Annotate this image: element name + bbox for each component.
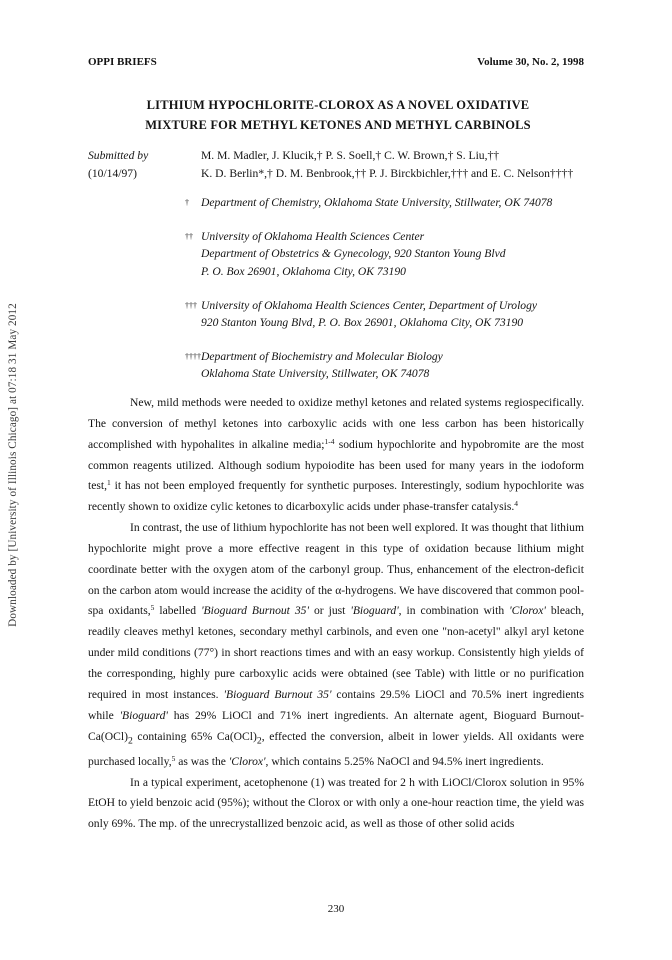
affiliation-line: P. O. Box 26901, Oklahoma City, OK 73190 xyxy=(201,264,406,278)
affiliation-1 xyxy=(185,194,552,211)
product-name: 'Clorox' xyxy=(509,604,546,618)
affiliation-mark: †† xyxy=(185,232,193,241)
affiliation-mark: † xyxy=(185,198,189,207)
citation: 4 xyxy=(514,499,518,509)
product-name: 'Bioguard Burnout 35' xyxy=(223,687,332,701)
product-name: 'Bioguard Burnout 35' xyxy=(201,604,309,618)
paragraph-3: In a typical experiment, acetophenone (1) was treated for 2 h with LiOCl/Clorox solution in 95% EtOH to yield benzoic acid (95%); without the Clorox or with only a one-hour reaction time, the yield was only 69%. The mp. of the unrecrystallized benzoic acid, as well as those of other solid acids xyxy=(88,775,584,831)
text-run: as was the xyxy=(175,754,229,768)
text-run: bleach, readily cleaves methyl ketones, secondary methyl carbinols, and even one "non-acetyl" alkyl aryl ketone under mild conditions (77°) in short reactions times and with an easy workup. Consistently high yields of the corresponding, highly pure carboxylic acids were obtained (see Table) with little or no purification required in most instances. xyxy=(88,604,584,701)
affiliation-mark: †††† xyxy=(185,352,201,361)
affiliation-line: 920 Stanton Young Blvd, P. O. Box 26901, Oklahoma City, OK 73190 xyxy=(201,316,524,330)
citation: 5 xyxy=(150,603,155,613)
affiliation-line: University of Oklahoma Health Sciences Center, Department of Urology xyxy=(201,299,538,312)
download-watermark xyxy=(6,230,20,700)
download-note: Downloaded by [University of Illinois Chicago] at 07:18 31 May 2012 xyxy=(7,303,19,627)
product-name: 'Bioguard' xyxy=(119,708,168,722)
text-run: , in combination with xyxy=(398,604,510,618)
citation: 1 xyxy=(107,478,111,488)
affiliation-line: Oklahoma State University, Stillwater, OK 74078 xyxy=(201,367,430,381)
article-body xyxy=(88,393,584,835)
text-run: , which contains 5.25% NaOCl and 94.5% inert ingredients. xyxy=(265,754,544,768)
text-run: In contrast, the use of lithium hypochlorite has not been well explored. It was thought that lithium hypochlorite might prove a more effective reagent in this type of oxidation because lithium might coordinate better with the oxygen atom of the carbonyl group. Thus, enhancement of the electron-deficit on the carbon atom would increase the acidity of the α-hydrogens. We have discovered that common pool-spa oxidants, xyxy=(88,521,584,618)
text-run: , effected the conversion, albeit in lower yields. All oxidants were purchased locally, xyxy=(88,729,584,768)
volume-header: Volume 30, No. 2, 1998 xyxy=(477,56,584,68)
text-run: contains 29.5% LiOCl and 70.5% inert ingredients while xyxy=(88,687,584,722)
affiliation-line: University of Oklahoma Health Sciences Center xyxy=(201,230,425,243)
submission-date: (10/14/97) xyxy=(88,167,137,180)
affiliation-4 xyxy=(185,348,443,383)
author-list xyxy=(201,147,573,183)
subscript: 2 xyxy=(256,734,262,746)
author-line-2: K. D. Berlin*,† D. M. Benbrook,†† P. J. Birckbichler,††† and E. C. Nelson†††† xyxy=(201,167,574,180)
affiliation-line: Department of Chemistry, Oklahoma State University, Stillwater, OK 74078 xyxy=(201,196,553,209)
text-run: containing 65% Ca(OCl) xyxy=(132,729,257,743)
title-line-1: LITHIUM HYPOCHLORITE-CLOROX AS A NOVEL OXIDATIVE xyxy=(146,98,530,112)
affiliation-mark: ††† xyxy=(185,301,197,310)
paragraph-2 xyxy=(88,518,584,772)
journal-header: OPPI BRIEFS xyxy=(88,56,157,68)
text-run: or just xyxy=(308,604,351,618)
text-run: New, mild methods were needed to oxidize methyl ketones and related systems regiospecifically. The conversion of methyl ketones into carboxylic acids with one less carbon has been historically accomplished with hypohalites in alkaline media; xyxy=(88,396,584,451)
paragraph-1 xyxy=(88,393,584,518)
text-run: labelled xyxy=(154,604,202,618)
title-line-2: MIXTURE FOR METHYL KETONES AND METHYL CARBINOLS xyxy=(145,118,531,132)
affiliation-line: Department of Obstetrics & Gynecology, 920 Stanton Young Blvd xyxy=(201,247,506,261)
affiliation-line: Department of Biochemistry and Molecular Biology xyxy=(201,350,443,363)
product-name: 'Clorox' xyxy=(228,754,266,768)
citation: 1-4 xyxy=(324,436,335,446)
text-run: sodium hypochlorite and hypobromite are the most common reagents utilized. Although sodium hypoiodite has been used for many years in the iodoform test, xyxy=(88,437,585,493)
author-line-1: M. M. Madler, J. Klucik,† P. S. Soell,† C. W. Brown,† S. Liu,†† xyxy=(201,149,500,162)
page-number: 230 xyxy=(327,903,345,915)
citation: 5 xyxy=(171,753,176,763)
affiliation-2 xyxy=(185,228,506,280)
text-run: it has not been employed frequently for synthetic purposes. Interestingly, sodium hypochlorite was recently shown to oxidize cylic ketones to dicarboxylic acids under phase-transfer catalysis. xyxy=(88,479,584,514)
article-title xyxy=(60,95,616,135)
text-run: has 29% LiOCl and 71% inert ingredients. An alternate agent, Bioguard Burnout-Ca(OCl) xyxy=(88,708,585,743)
submitted-by-label: Submitted by xyxy=(88,149,149,162)
product-name: 'Bioguard' xyxy=(350,604,399,618)
subscript: 2 xyxy=(127,734,133,746)
submission-info xyxy=(88,147,148,183)
affiliation-3 xyxy=(185,297,537,332)
